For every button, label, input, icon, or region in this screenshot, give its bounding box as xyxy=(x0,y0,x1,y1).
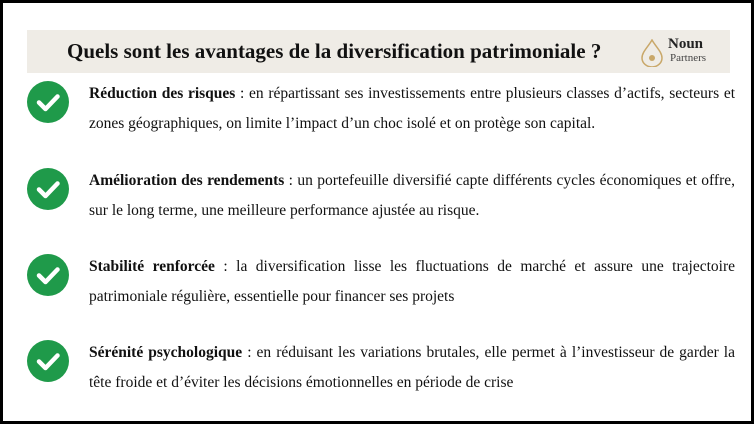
list-item-title: Sérénité psychologique xyxy=(89,344,243,361)
list-item-body: : en réduisant les variations brutales, elle permet à l’investisseur de garder la tête froide et d’éviter les décisions émotionnelles en période de crise xyxy=(89,344,735,391)
list-item-text xyxy=(89,79,735,139)
page-title: Quels sont les avantages de la diversification patrimoniale ? xyxy=(67,39,602,63)
list-item-title: Amélioration des rendements xyxy=(89,172,285,189)
list-item-title: Réduction des risques xyxy=(89,85,236,102)
list-item-text xyxy=(89,338,735,398)
droplet-logo-icon xyxy=(640,39,664,67)
list-item xyxy=(23,252,735,312)
logo-subtitle: Partners xyxy=(670,52,707,64)
list-item-text xyxy=(89,166,735,226)
check-circle-icon xyxy=(27,168,69,210)
slide-frame xyxy=(3,3,751,421)
list-item-body: : la diversification lisse les fluctuations de marché et assure une trajectoire patrimoniale régulière, essentielle pour financer ses projets xyxy=(89,258,735,305)
logo xyxy=(640,35,718,69)
check-circle-icon xyxy=(27,254,69,296)
logo-name: Noun xyxy=(668,36,704,52)
list-item-text xyxy=(89,252,735,312)
header-bar xyxy=(27,30,730,73)
check-circle-icon xyxy=(27,340,69,382)
list-item-title: Stabilité renforcée xyxy=(89,258,215,275)
check-circle-icon xyxy=(27,81,69,123)
list-item-body: : un portefeuille diversifié capte différents cycles économiques et offre, sur le long terme, une meilleure performance ajustée au risque. xyxy=(89,172,735,219)
list-item xyxy=(23,166,735,226)
list-item xyxy=(23,79,735,139)
list-item xyxy=(23,338,735,398)
list-item-body: : en répartissant ses investissements entre plusieurs classes d’actifs, secteurs et zones géographiques, on limite l’impact d’un choc isolé et on protège son capital. xyxy=(89,85,735,132)
